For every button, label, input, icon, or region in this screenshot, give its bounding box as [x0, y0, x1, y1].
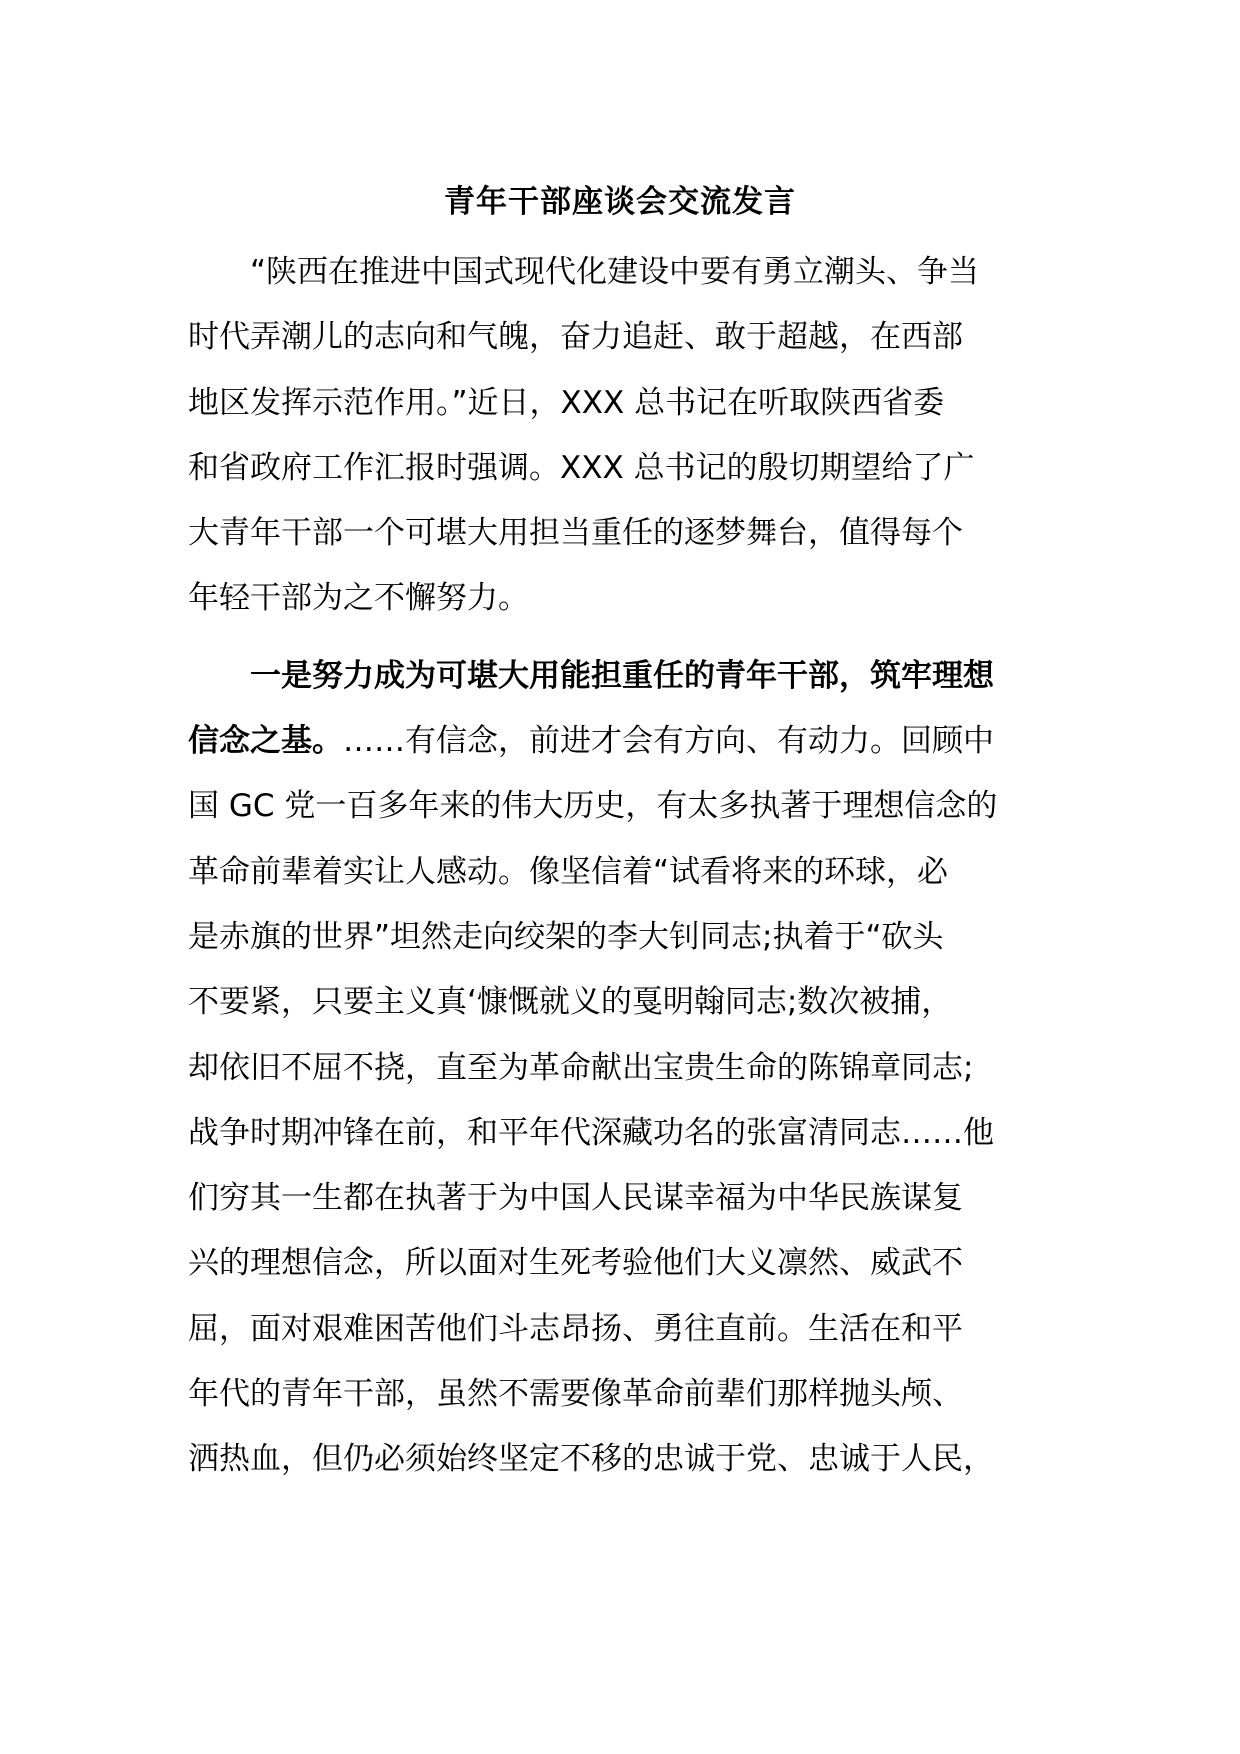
text-line: 洒热血，但仍必须始终坚定不移的忠诚于党、忠诚于人民，	[188, 1441, 994, 1478]
section-heading-end: 信念之基。	[188, 723, 343, 760]
text-line: 年轻干部为之不懈努力。	[188, 580, 529, 617]
text-line: 是赤旗的世界”坦然走向绞架的李大钊同志;执着于“砍头	[188, 918, 944, 955]
text-line: 时代弄潮儿的志向和气魄，奋力追赶、敢于超越，在西部	[188, 319, 963, 356]
text-line: 却依旧不屈不挠，直至为革命献出宝贵生命的陈锦章同志;	[188, 1049, 974, 1086]
text-line: 地区发挥示范作用。”近日，XXX 总书记在听取陕西省委	[188, 384, 945, 421]
section-heading-line: 一是努力成为可堪大用能担重任的青年干部，筑牢理想	[250, 657, 994, 694]
text-line: 年代的青年干部，虽然不需要像革命前辈们那样抛头颅、	[188, 1376, 963, 1413]
text-line: 不要紧，只要主义真‘慷慨就义的戛明翰同志;数次被捕，	[188, 984, 953, 1021]
text-line: 战争时期冲锋在前，和平年代深藏功名的张富清同志……他	[188, 1114, 994, 1151]
text-line: 和省政府工作汇报时强调。XXX 总书记的殷切期望给了广	[188, 449, 975, 486]
document-title: 青年干部座谈会交流发言	[444, 184, 796, 220]
text-line: “陕西在推进中国式现代化建设中要有勇立潮头、争当	[250, 254, 980, 290]
text-line	[188, 709, 1058, 774]
text-line-rest: ……有信念，前进才会有方向、有动力。回顾中	[343, 723, 994, 760]
text-line: 大青年干部一个可堪大用担当重任的逐梦舞台，值得每个	[188, 515, 963, 552]
text-line: 革命前辈着实让人感动。像坚信着“试看将来的环球，必	[188, 853, 949, 890]
text-line: 屈，面对艰难困苦他们斗志昂扬、勇往直前。生活在和平	[188, 1310, 963, 1347]
text-line: 国 GC 党一百多年来的伟大历史，有太多执著于理想信念的	[188, 788, 998, 825]
text-line: 们穷其一生都在执著于为中国人民谋幸福为中华民族谋复	[188, 1180, 963, 1217]
document-body	[188, 240, 1058, 1493]
text-line: 兴的理想信念，所以面对生死考验他们大义凛然、威武不	[188, 1245, 963, 1282]
paragraph-section-one	[188, 644, 1058, 1493]
paragraph-intro	[188, 240, 1058, 632]
